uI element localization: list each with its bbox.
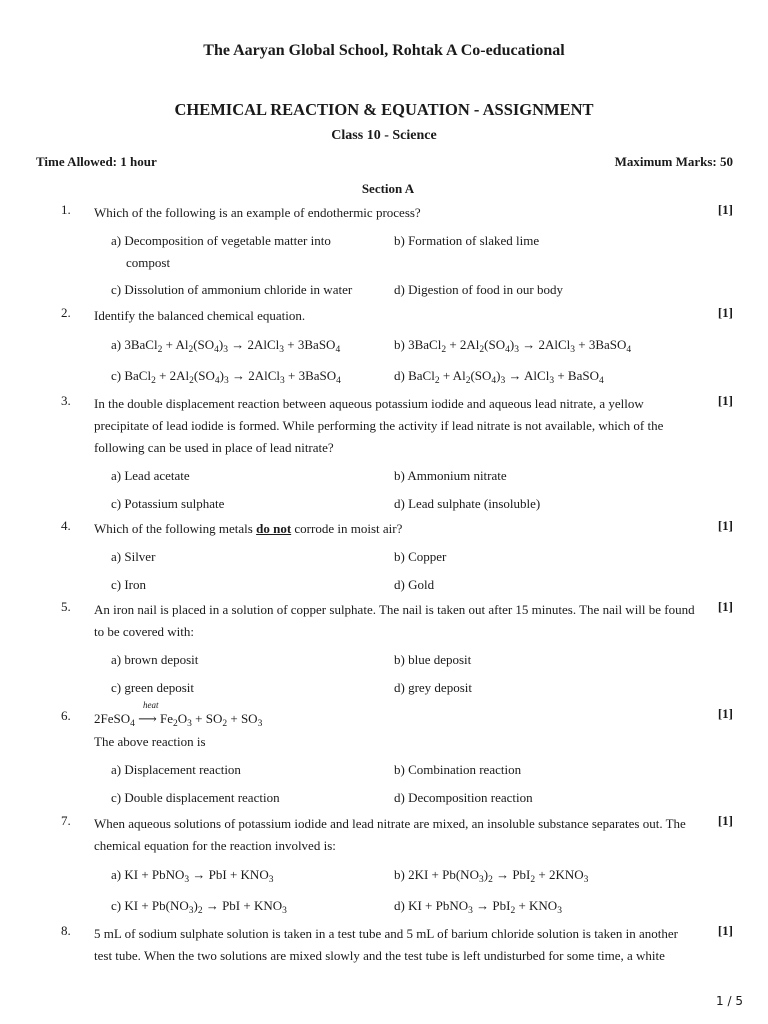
- question-marks: [1]: [717, 923, 733, 938]
- option-c[interactable]: c) Dissolution of ammonium chloride in water: [111, 282, 353, 297]
- question-marks: [1]: [717, 813, 733, 828]
- question-number: 1.: [61, 202, 71, 217]
- option-d[interactable]: d) grey deposit: [394, 680, 472, 695]
- option-c[interactable]: c) Potassium sulphate: [111, 496, 225, 511]
- option-a[interactable]: a) KI + PbNO$_3$ → PbI + $KNO_3$: [111, 867, 274, 885]
- option-b[interactable]: b) blue deposit: [394, 652, 472, 667]
- option-d[interactable]: d) Digestion of food in our body: [394, 282, 563, 297]
- option-d[interactable]: d) Lead sulphate (insoluble): [394, 496, 541, 511]
- question-text: 5 mL of sodium sulphate solution is taken in a test tube and 5 mL of barium chloride solution is taken in another test tube. When the two solutions are mixed slowly and the test tube is left undisturbed for some time, a white: [94, 926, 678, 963]
- option-a[interactable]: a) Lead acetate: [111, 468, 190, 483]
- option-a[interactable]: a) Displacement reaction: [111, 762, 241, 777]
- page-number: 1 / 5: [716, 994, 743, 1008]
- option-b[interactable]: b) Copper: [394, 549, 447, 564]
- option-a[interactable]: a) 3BaCl$_2$ + $Al_2(SO_4)_3$ → 2AlCl$_3$ + 3BaSO$_4$: [111, 337, 341, 355]
- option-d[interactable]: d) Decomposition reaction: [394, 790, 533, 805]
- option-a[interactable]: a) brown deposit: [111, 652, 199, 667]
- option-b[interactable]: b) 3BaCl$_2$ + $2Al_2(SO_4)_3$ → 2AlCl$_3$ + 3BaSO$_4$: [394, 337, 632, 355]
- school-name: The Aaryan Global School, Rohtak A Co-educational: [203, 42, 565, 59]
- question-number: 2.: [61, 305, 71, 320]
- question-text: Which of the following is an example of endothermic process?: [94, 205, 421, 220]
- option-a[interactable]: [111, 230, 361, 274]
- assignment-title: CHEMICAL REACTION & EQUATION - ASSIGNMENT: [174, 100, 594, 119]
- option-c[interactable]: c) green deposit: [111, 680, 195, 695]
- question-marks: [1]: [717, 599, 733, 614]
- question-marks: [1]: [717, 393, 733, 408]
- option-c[interactable]: c) Double displacement reaction: [111, 790, 280, 805]
- option-text: a) Decomposition of vegetable matter into: [111, 233, 331, 248]
- question-text: When aqueous solutions of potassium iodide and lead nitrate are mixed, an insoluble substance separates out. The chemical equation for the reaction involved is:: [94, 816, 686, 853]
- reaction-equation: 2FeSO$_4$ ⟶ $Fe_2O_3 + SO_2 + SO_3$: [94, 711, 263, 729]
- question-number: 6.: [61, 708, 71, 723]
- option-d[interactable]: d) KI + PbNO$_3$ → $PbI_2 + KNO_3$: [394, 898, 562, 916]
- class-subject: Class 10 - Science: [331, 128, 437, 143]
- question-number: 3.: [61, 393, 71, 408]
- option-d[interactable]: d) BaCl$_2$ + $Al_2(SO_4)_3$ → AlCl$_3$ + BaSO$_4$: [394, 368, 604, 386]
- option-b[interactable]: b) $2KI + Pb(NO_3)_2 \to PbI_2 + 2KNO_3$: [394, 867, 589, 885]
- option-text-continued: compost: [126, 255, 171, 270]
- option-a[interactable]: a) Silver: [111, 549, 156, 564]
- option-b[interactable]: b) Formation of slaked lime: [394, 233, 540, 248]
- question-marks: [1]: [717, 518, 733, 533]
- question-marks: [1]: [717, 706, 733, 721]
- question-number: 5.: [61, 599, 71, 614]
- option-d[interactable]: d) Gold: [394, 577, 435, 592]
- question-number: 4.: [61, 518, 71, 533]
- emphasis-do-not: do not: [256, 521, 292, 536]
- question-number: 7.: [61, 813, 71, 828]
- question-text: An iron nail is placed in a solution of copper sulphate. The nail is taken out after 15 minutes. The nail will be found to be covered with:: [94, 602, 695, 639]
- question-marks: [1]: [717, 305, 733, 320]
- option-c[interactable]: c) KI + $Pb(NO_3)_2$ → PbI + $KNO_3$: [111, 898, 287, 916]
- time-allowed: Time Allowed: 1 hour: [36, 154, 157, 169]
- section-heading: Section A: [361, 181, 415, 196]
- maximum-marks: Maximum Marks: 50: [614, 154, 733, 169]
- option-b[interactable]: b) Ammonium nitrate: [394, 468, 507, 483]
- option-b[interactable]: b) Combination reaction: [394, 762, 522, 777]
- question-text: In the double displacement reaction between aqueous potassium iodide and aqueous lead nitrate, a yellow precipitate of lead iodide is formed. While performing the activity if lead nitrate is not available, which of the following can be used in place of lead nitrate?: [94, 396, 664, 455]
- option-c[interactable]: c) BaCl$_2$ + $2Al_2(SO_4)_3$ → 2AlCl$_3$ + 3BaSO$_4$: [111, 368, 341, 386]
- question-text: The above reaction is: [94, 734, 206, 749]
- option-c[interactable]: c) Iron: [111, 577, 147, 592]
- question-text: Which of the following metals do not corrode in moist air?: [94, 521, 403, 536]
- heat-label: heat: [143, 700, 159, 710]
- question-text: Identify the balanced chemical equation.: [94, 308, 306, 323]
- question-marks: [1]: [717, 202, 733, 217]
- question-number: 8.: [61, 923, 71, 938]
